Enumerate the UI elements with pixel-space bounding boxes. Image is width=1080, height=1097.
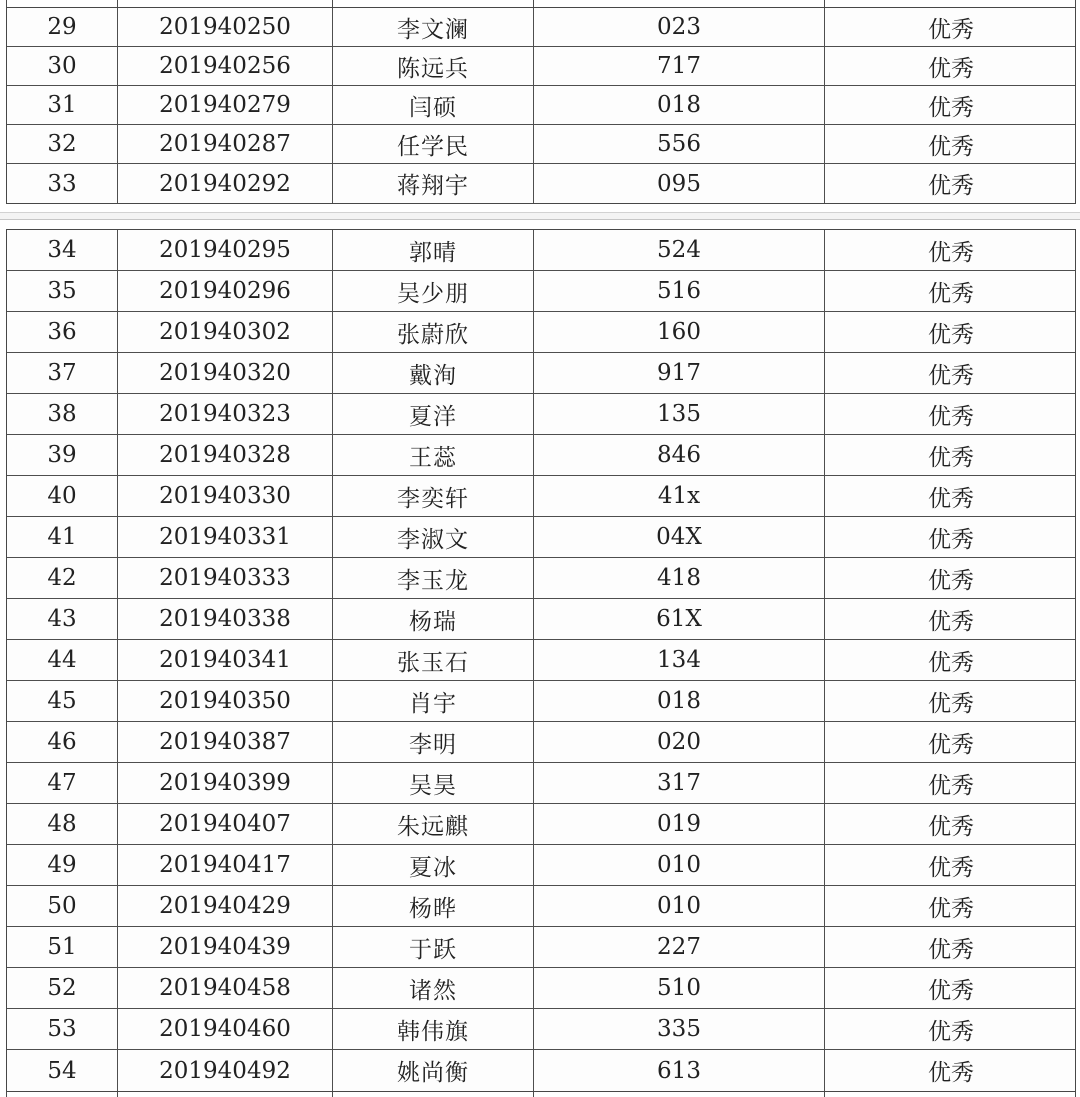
table-cell-grade: 优秀 bbox=[928, 485, 974, 512]
cutoff-cell bbox=[534, 0, 825, 7]
table-row bbox=[7, 271, 1075, 312]
table-cell-name: 吴昊 bbox=[333, 763, 534, 803]
table-row bbox=[7, 394, 1075, 435]
table-cell-student_id: 201940256 bbox=[118, 47, 333, 85]
table-cell-grade: 优秀 bbox=[928, 173, 974, 199]
table-cell-grade: 优秀 bbox=[928, 1018, 974, 1045]
table-cell-grade: 优秀 bbox=[928, 1060, 974, 1086]
table-cell-student_id: 201940350 bbox=[118, 681, 333, 721]
table-cell-name: 朱远麒 bbox=[333, 804, 534, 844]
cutoff-cell bbox=[7, 0, 118, 7]
table-cell-serial: 38 bbox=[7, 394, 118, 434]
table-row bbox=[7, 125, 1075, 164]
table-cell-student_id: 201940492 bbox=[118, 1050, 333, 1091]
table-cell-serial: 46 bbox=[7, 722, 118, 762]
table-cell-grade: 优秀 bbox=[928, 403, 974, 430]
table-cell-serial: 45 bbox=[7, 681, 118, 721]
table-cell-grade: 优秀 bbox=[928, 567, 974, 594]
cutoff-cell bbox=[534, 1092, 825, 1097]
cutoff-cell bbox=[118, 1092, 333, 1097]
table-cell-student_id: 201940338 bbox=[118, 599, 333, 639]
table-cell-code: 023 bbox=[534, 8, 825, 46]
table-cell-grade: 优秀 bbox=[928, 977, 974, 1004]
section-divider-band bbox=[0, 212, 1080, 220]
table-row bbox=[7, 47, 1075, 86]
table-cell-name: 李淑文 bbox=[333, 517, 534, 557]
table-cell-grade: 优秀 bbox=[928, 895, 974, 922]
table-cell-grade: 优秀 bbox=[928, 936, 974, 963]
table-row bbox=[7, 517, 1075, 558]
cutoff-cell bbox=[333, 1092, 534, 1097]
table-row bbox=[7, 640, 1075, 681]
table-cell-code: 020 bbox=[534, 722, 825, 762]
table-cell-grade: 优秀 bbox=[928, 690, 974, 717]
table-row bbox=[7, 599, 1075, 640]
table-cell-student_id: 201940429 bbox=[118, 886, 333, 926]
table-row bbox=[7, 353, 1075, 394]
table-cell-name: 吴少朋 bbox=[333, 271, 534, 311]
table-row bbox=[7, 435, 1075, 476]
table-cell-name: 韩伟旗 bbox=[333, 1009, 534, 1049]
table-cell-serial: 32 bbox=[7, 125, 118, 163]
table-row bbox=[7, 312, 1075, 353]
table-cell-name: 任学民 bbox=[333, 125, 534, 163]
table-cell-serial: 54 bbox=[7, 1050, 118, 1091]
table-cell-code: 846 bbox=[534, 435, 825, 475]
table-cell-code: 04X bbox=[534, 517, 825, 557]
table-row bbox=[7, 230, 1075, 271]
table-cell-serial: 52 bbox=[7, 968, 118, 1008]
table-cell-serial: 51 bbox=[7, 927, 118, 967]
table-cell-grade: 优秀 bbox=[928, 239, 974, 266]
table-cell-code: 019 bbox=[534, 804, 825, 844]
table-cell-student_id: 201940330 bbox=[118, 476, 333, 516]
table-cell-name: 夏冰 bbox=[333, 845, 534, 885]
table-cell-student_id: 201940296 bbox=[118, 271, 333, 311]
table-cell-code: 556 bbox=[534, 125, 825, 163]
table-cell-code: 160 bbox=[534, 312, 825, 352]
table-cell-serial: 49 bbox=[7, 845, 118, 885]
grade-table-section-2 bbox=[6, 229, 1076, 1092]
table-cell-grade: 优秀 bbox=[928, 362, 974, 389]
cutoff-cell bbox=[825, 1092, 1077, 1097]
table-cell-serial: 53 bbox=[7, 1009, 118, 1049]
table-cell-grade: 优秀 bbox=[928, 813, 974, 840]
table-row bbox=[7, 804, 1075, 845]
table-cell-student_id: 201940439 bbox=[118, 927, 333, 967]
table-cell-code: 018 bbox=[534, 681, 825, 721]
table-cell-student_id: 201940407 bbox=[118, 804, 333, 844]
table-cell-code: 317 bbox=[534, 763, 825, 803]
table-cell-grade: 优秀 bbox=[928, 444, 974, 471]
table-cell-student_id: 201940417 bbox=[118, 845, 333, 885]
table-row bbox=[7, 927, 1075, 968]
table-row bbox=[7, 681, 1075, 722]
table-cell-grade: 优秀 bbox=[928, 649, 974, 676]
table-cell-grade: 优秀 bbox=[928, 321, 974, 348]
table-cell-serial: 29 bbox=[7, 8, 118, 46]
table-cell-code: 613 bbox=[534, 1050, 825, 1091]
table-cell-name: 闫硕 bbox=[333, 86, 534, 124]
table-cell-student_id: 201940295 bbox=[118, 230, 333, 270]
table-cell-name: 李玉龙 bbox=[333, 558, 534, 598]
table-row bbox=[7, 558, 1075, 599]
table-cell-name: 张蔚欣 bbox=[333, 312, 534, 352]
table-cell-name: 肖宇 bbox=[333, 681, 534, 721]
table-cell-student_id: 201940287 bbox=[118, 125, 333, 163]
table-cell-student_id: 201940320 bbox=[118, 353, 333, 393]
table-cell-serial: 39 bbox=[7, 435, 118, 475]
table-cell-serial: 50 bbox=[7, 886, 118, 926]
table-cell-serial: 31 bbox=[7, 86, 118, 124]
table-cell-name: 蒋翔宇 bbox=[333, 164, 534, 203]
table-cell-code: 516 bbox=[534, 271, 825, 311]
table-row bbox=[7, 1009, 1075, 1050]
table-cell-name: 于跃 bbox=[333, 927, 534, 967]
table-cell-grade: 优秀 bbox=[928, 133, 974, 160]
table-cell-code: 335 bbox=[534, 1009, 825, 1049]
table-cell-code: 61X bbox=[534, 599, 825, 639]
table-row bbox=[7, 164, 1075, 203]
table-cell-grade: 优秀 bbox=[928, 16, 974, 43]
table-cell-serial: 48 bbox=[7, 804, 118, 844]
table-cell-code: 917 bbox=[534, 353, 825, 393]
cutoff-cell bbox=[7, 1092, 118, 1097]
table-cell-student_id: 201940323 bbox=[118, 394, 333, 434]
table-cell-code: 717 bbox=[534, 47, 825, 85]
table-cell-name: 诸然 bbox=[333, 968, 534, 1008]
table-cell-serial: 44 bbox=[7, 640, 118, 680]
table-cell-name: 姚尚衡 bbox=[333, 1050, 534, 1091]
table-cell-serial: 34 bbox=[7, 230, 118, 270]
table-cell-grade: 优秀 bbox=[928, 731, 974, 758]
table-cell-grade: 优秀 bbox=[928, 608, 974, 635]
table-row bbox=[7, 1050, 1075, 1091]
table-cell-student_id: 201940292 bbox=[118, 164, 333, 203]
table-cell-name: 张玉石 bbox=[333, 640, 534, 680]
table-cell-serial: 42 bbox=[7, 558, 118, 598]
table-cell-student_id: 201940387 bbox=[118, 722, 333, 762]
table-cell-serial: 43 bbox=[7, 599, 118, 639]
table-cell-serial: 35 bbox=[7, 271, 118, 311]
table-cell-name: 王蕊 bbox=[333, 435, 534, 475]
table-row bbox=[7, 476, 1075, 517]
table-cell-grade: 优秀 bbox=[928, 280, 974, 307]
table-cell-serial: 41 bbox=[7, 517, 118, 557]
table-cell-student_id: 201940333 bbox=[118, 558, 333, 598]
table-cell-code: 018 bbox=[534, 86, 825, 124]
table-cell-code: 010 bbox=[534, 845, 825, 885]
cutoff-row-top bbox=[6, 0, 1076, 7]
table-cell-serial: 47 bbox=[7, 763, 118, 803]
table-cell-name: 杨晔 bbox=[333, 886, 534, 926]
table-cell-code: 095 bbox=[534, 164, 825, 203]
table-cell-code: 418 bbox=[534, 558, 825, 598]
cutoff-row-bottom bbox=[6, 1092, 1076, 1097]
table-cell-student_id: 201940250 bbox=[118, 8, 333, 46]
table-cell-name: 李奕轩 bbox=[333, 476, 534, 516]
table-cell-grade: 优秀 bbox=[928, 854, 974, 881]
table-cell-code: 524 bbox=[534, 230, 825, 270]
table-row bbox=[7, 8, 1075, 47]
table-cell-student_id: 201940458 bbox=[118, 968, 333, 1008]
table-cell-grade: 优秀 bbox=[928, 526, 974, 553]
table-cell-student_id: 201940460 bbox=[118, 1009, 333, 1049]
table-cell-grade: 优秀 bbox=[928, 94, 974, 121]
table-cell-student_id: 201940341 bbox=[118, 640, 333, 680]
cutoff-cell bbox=[825, 0, 1077, 7]
table-cell-name: 杨瑞 bbox=[333, 599, 534, 639]
table-row bbox=[7, 968, 1075, 1009]
table-cell-name: 陈远兵 bbox=[333, 47, 534, 85]
table-cell-student_id: 201940279 bbox=[118, 86, 333, 124]
cutoff-cell bbox=[333, 0, 534, 7]
grade-table-section-1 bbox=[6, 7, 1076, 204]
table-cell-serial: 40 bbox=[7, 476, 118, 516]
table-cell-code: 134 bbox=[534, 640, 825, 680]
table-cell-student_id: 201940328 bbox=[118, 435, 333, 475]
table-cell-name: 李明 bbox=[333, 722, 534, 762]
table-row bbox=[7, 86, 1075, 125]
table-cell-name: 夏洋 bbox=[333, 394, 534, 434]
table-cell-name: 李文澜 bbox=[333, 8, 534, 46]
table-cell-grade: 优秀 bbox=[928, 772, 974, 799]
table-cell-code: 010 bbox=[534, 886, 825, 926]
table-cell-serial: 33 bbox=[7, 164, 118, 203]
table-cell-student_id: 201940331 bbox=[118, 517, 333, 557]
table-cell-serial: 30 bbox=[7, 47, 118, 85]
table-cell-code: 227 bbox=[534, 927, 825, 967]
table-cell-code: 41x bbox=[534, 476, 825, 516]
table-row bbox=[7, 722, 1075, 763]
table-cell-grade: 优秀 bbox=[928, 55, 974, 82]
table-cell-student_id: 201940399 bbox=[118, 763, 333, 803]
table-row bbox=[7, 763, 1075, 804]
table-cell-serial: 37 bbox=[7, 353, 118, 393]
table-cell-code: 135 bbox=[534, 394, 825, 434]
table-row bbox=[7, 886, 1075, 927]
table-cell-code: 510 bbox=[534, 968, 825, 1008]
table-cell-student_id: 201940302 bbox=[118, 312, 333, 352]
cutoff-cell bbox=[118, 0, 333, 7]
table-cell-serial: 36 bbox=[7, 312, 118, 352]
table-cell-name: 戴洵 bbox=[333, 353, 534, 393]
table-row bbox=[7, 845, 1075, 886]
table-cell-name: 郭晴 bbox=[333, 230, 534, 270]
